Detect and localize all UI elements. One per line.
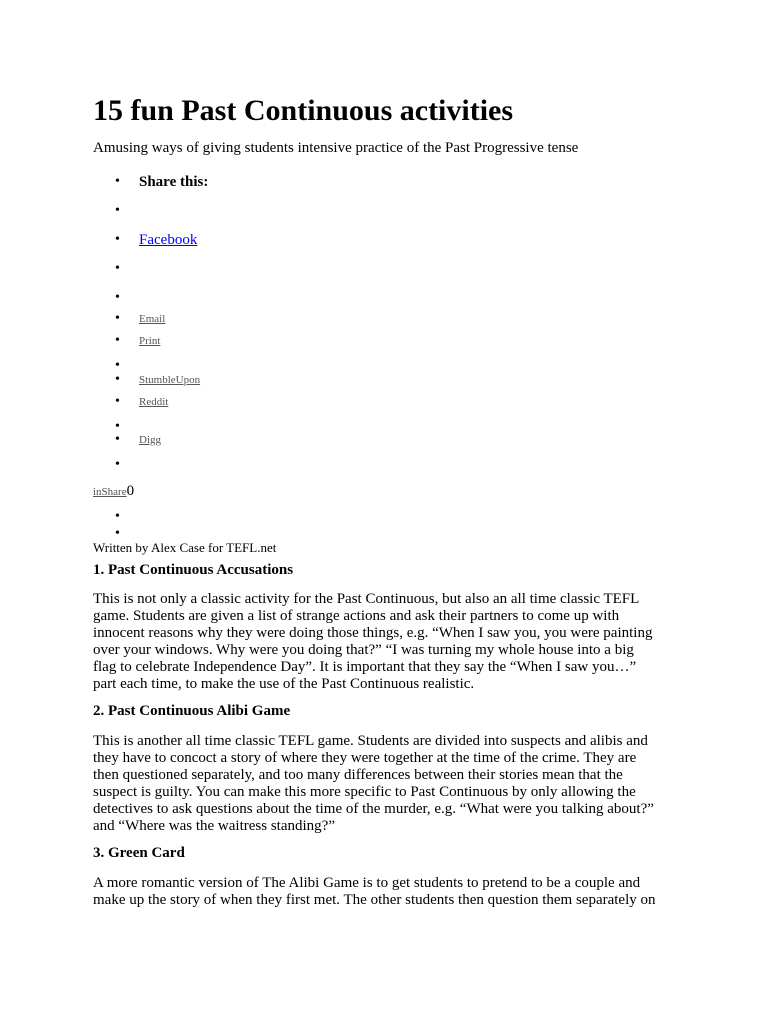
digg-link[interactable]: Digg bbox=[139, 434, 161, 446]
share-heading: Share this: bbox=[139, 174, 209, 190]
section-paragraph: This is another all time classic TEFL game. Students are divided into suspects and alibis and they have to concoct a story of where they were together at the time of the crime. They are then questioned separately, and too many differences between their stories mean that the suspect is guilty. You can make this more specific to Past Continuous by only allowing the detectives to ask questions about the time of the murder, e.g. “What were you talking about?” and “Where was the waitress standing?” bbox=[93, 733, 654, 834]
section-paragraph: A more romantic version of The Alibi Game is to get students to pretend to be a couple and make up the story of when they first met. The other students then question them separately on bbox=[93, 875, 656, 908]
facebook-link[interactable]: Facebook bbox=[139, 232, 198, 248]
page-title: 15 fun Past Continuous activities bbox=[93, 94, 514, 127]
page-subtitle: Amusing ways of giving students intensive practice of the Past Progressive tense bbox=[93, 140, 579, 156]
section-heading: 1. Past Continuous Accusations bbox=[93, 562, 294, 578]
inshare-widget bbox=[93, 483, 134, 500]
inshare-count: 0 bbox=[126, 483, 135, 499]
reddit-link[interactable]: Reddit bbox=[139, 396, 169, 408]
section-paragraph: This is not only a classic activity for the Past Continuous, but also an all time classic TEFL game. Students are given a list of strange actions and ask their partners to come up with innocent reasons why they were doing those things, e.g. “When I saw you, you were painting over your windows. Why were you doing that?” “I was turning my whole house into a big flag to celebrate Independence Day”. It is important that they say the “When I saw you…” part each time, to make the use of the Past Continuous realistic. bbox=[93, 591, 653, 692]
email-link[interactable]: Email bbox=[139, 313, 166, 325]
stumbleupon-link[interactable]: StumbleUpon bbox=[139, 374, 201, 386]
byline: Written by Alex Case for TEFL.net bbox=[93, 540, 277, 555]
inshare-link[interactable]: inShare bbox=[93, 486, 127, 498]
section-heading: 2. Past Continuous Alibi Game bbox=[93, 703, 291, 719]
section-heading: 3. Green Card bbox=[93, 845, 185, 861]
print-link[interactable]: Print bbox=[139, 335, 161, 347]
